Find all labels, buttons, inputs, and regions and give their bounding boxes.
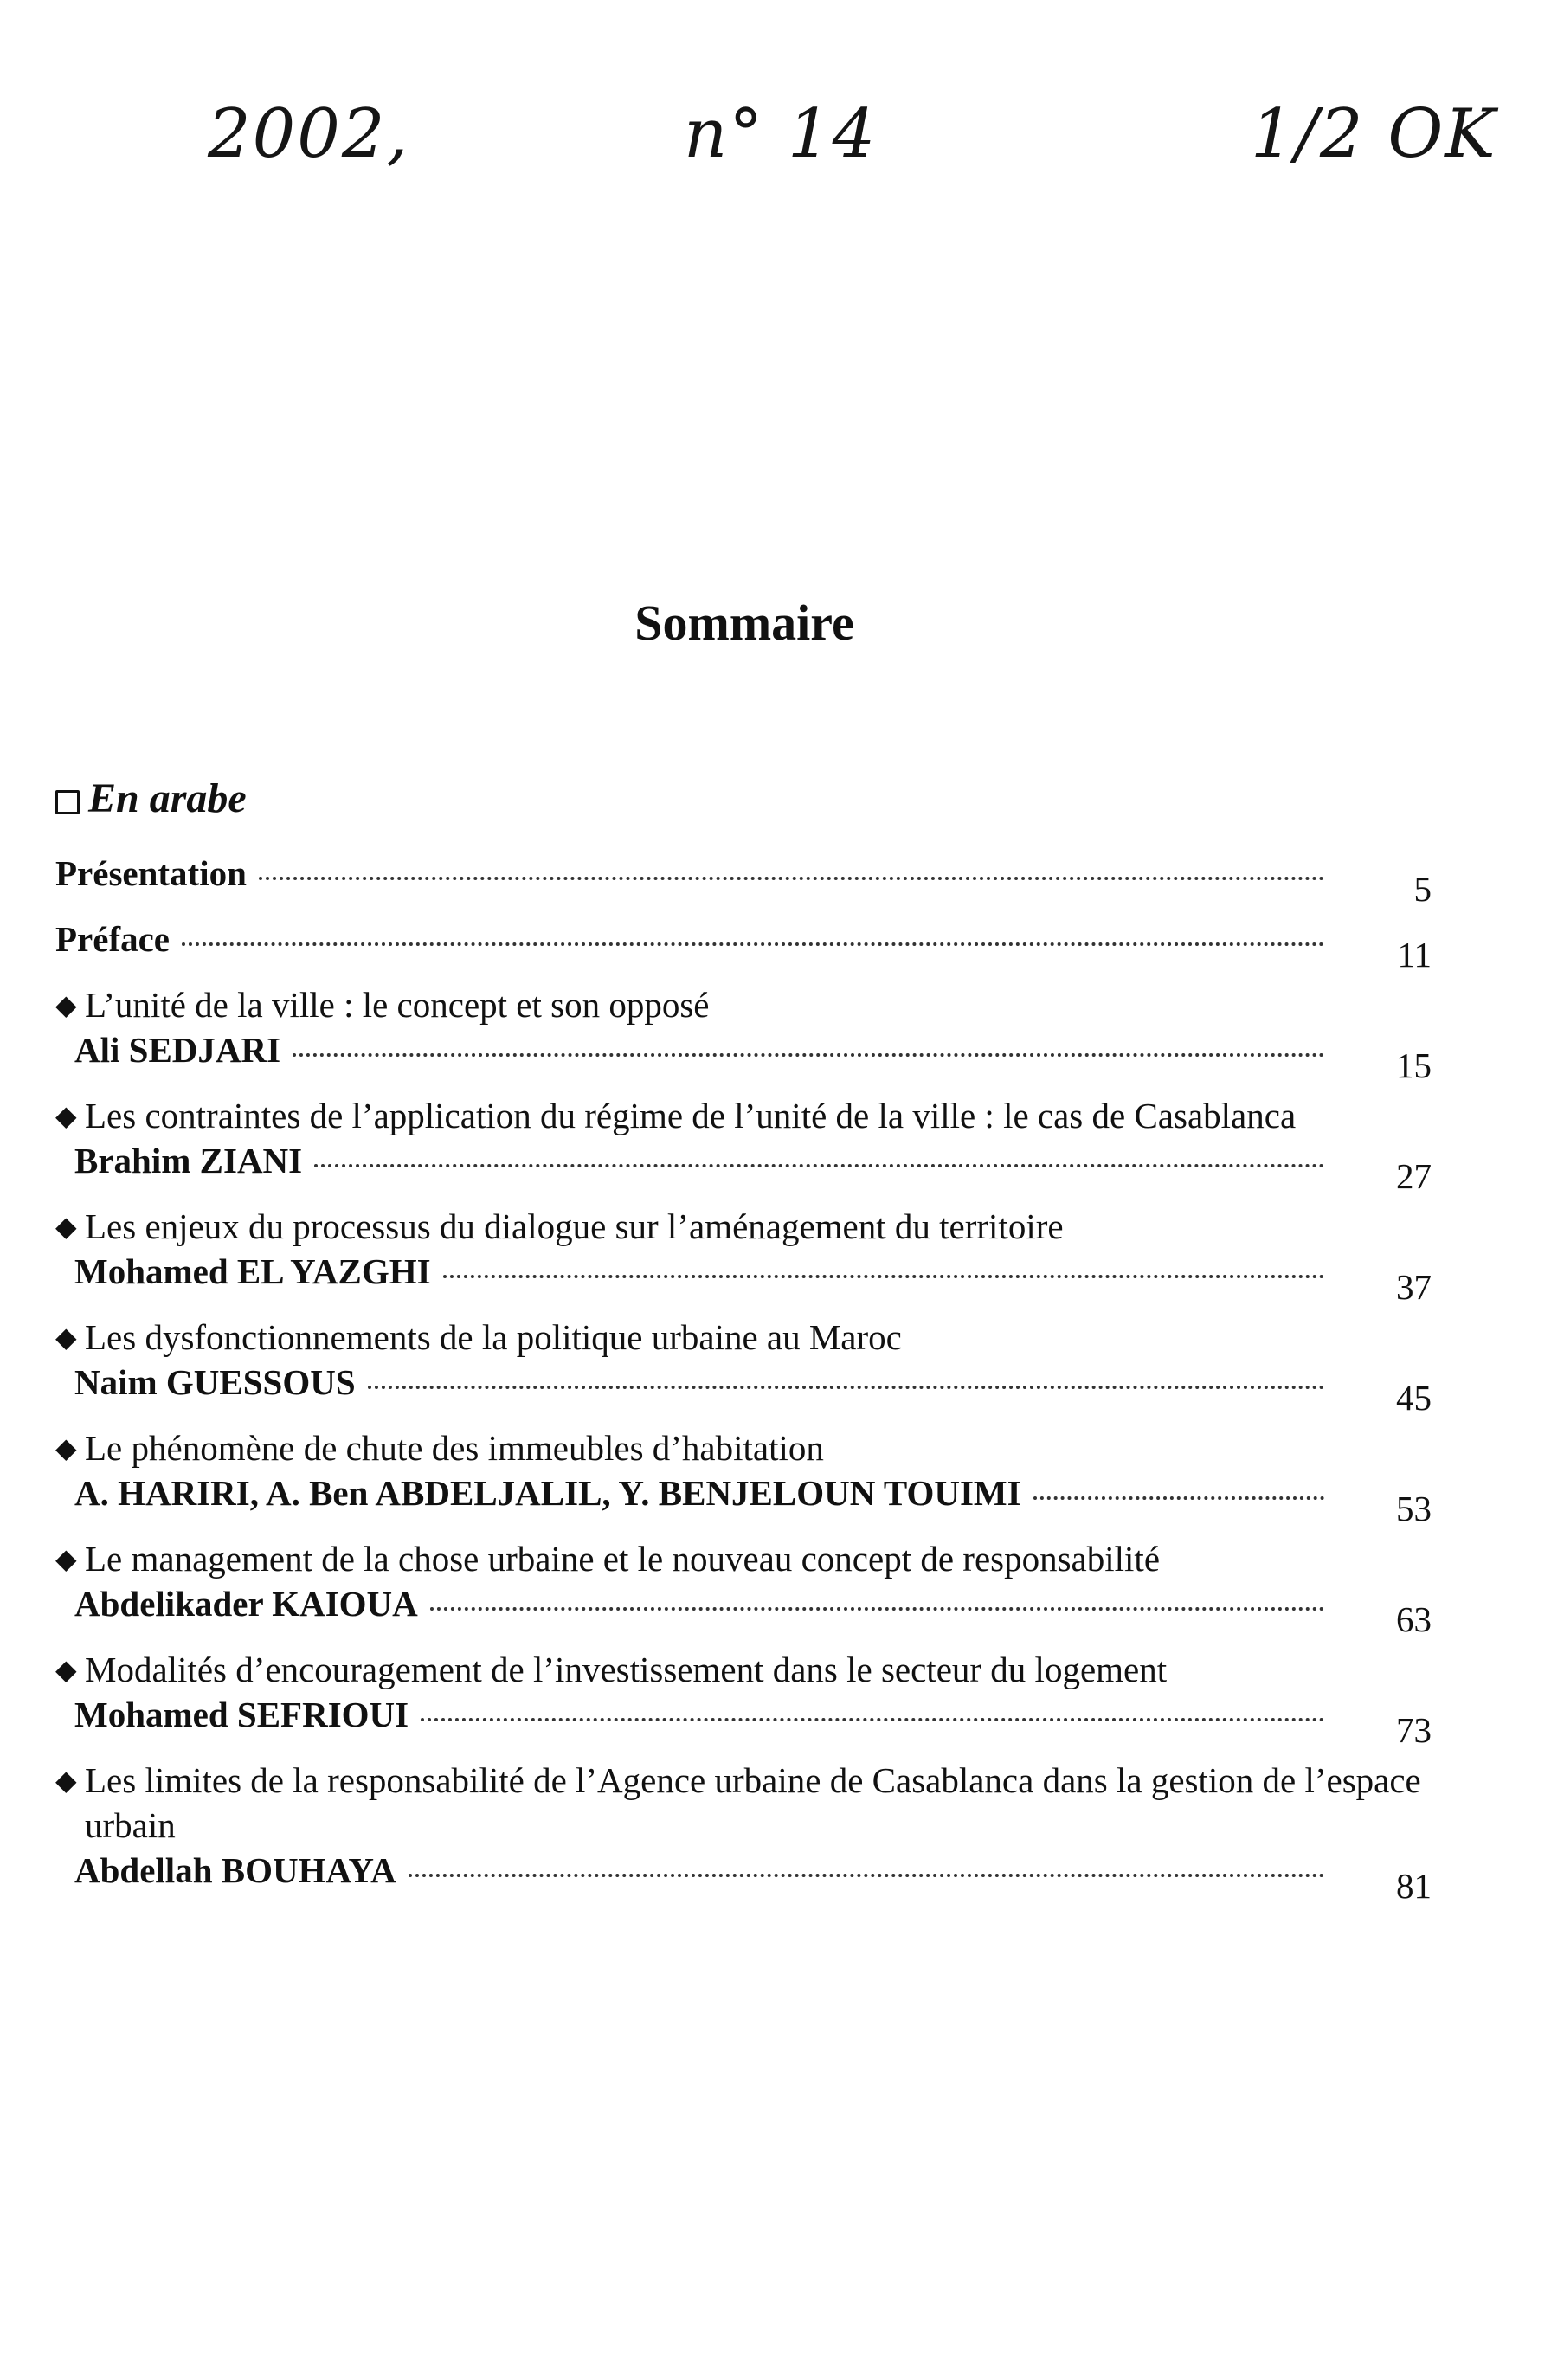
article-title: Les limites de la responsabilité de l’Agence urbaine de Casablanca dans la gestion de l’espace urbain bbox=[85, 1760, 1421, 1845]
page-title: Sommaire bbox=[634, 595, 854, 651]
toc-entry-article[interactable] bbox=[55, 1093, 1432, 1196]
dot-leader bbox=[368, 1386, 1324, 1389]
article-title: L’unité de la ville : le concept et son opposé bbox=[85, 985, 710, 1025]
dot-leader bbox=[1033, 1496, 1324, 1500]
article-title: Le phénomène de chute des immeubles d’habitation bbox=[85, 1428, 824, 1468]
dot-leader bbox=[443, 1275, 1324, 1278]
page-number: 5 bbox=[1413, 869, 1432, 909]
dot-leader bbox=[430, 1607, 1324, 1611]
toc-entry-presentation[interactable] bbox=[55, 851, 1432, 909]
article-title: Les enjeux du processus du dialogue sur l’aménagement du territoire bbox=[85, 1206, 1064, 1246]
diamond-bullet-icon: ◆ bbox=[55, 1211, 77, 1242]
section-heading bbox=[55, 775, 247, 822]
article-author: Brahim ZIANI bbox=[74, 1141, 303, 1180]
article-author: Abdellah BOUHAYA bbox=[74, 1850, 396, 1890]
diamond-bullet-icon: ◆ bbox=[55, 1543, 77, 1574]
diamond-bullet-icon: ◆ bbox=[55, 1765, 77, 1796]
page-number: 53 bbox=[1396, 1489, 1432, 1528]
article-author: Mohamed EL YAZGHI bbox=[74, 1251, 431, 1291]
page-number: 15 bbox=[1396, 1045, 1432, 1085]
table-of-contents bbox=[55, 851, 1432, 1914]
toc-entry-article[interactable] bbox=[55, 1536, 1432, 1639]
handwritten-issue-number: n° 14 bbox=[684, 95, 878, 173]
diamond-bullet-icon: ◆ bbox=[55, 1432, 77, 1463]
article-author: Naim GUESSOUS bbox=[74, 1362, 356, 1402]
article-author: Ali SEDJARI bbox=[74, 1030, 281, 1070]
article-title: Les dysfonctionnements de la politique urbaine au Maroc bbox=[85, 1317, 902, 1357]
page-number: 45 bbox=[1396, 1378, 1432, 1418]
diamond-bullet-icon: ◆ bbox=[55, 1654, 77, 1685]
article-list bbox=[55, 982, 1432, 1906]
article-title: Les contraintes de l’application du régime de l’unité de la ville : le cas de Casablanca bbox=[85, 1096, 1297, 1135]
toc-entry-article[interactable] bbox=[55, 982, 1432, 1085]
page-number: 11 bbox=[1397, 935, 1432, 975]
dot-leader bbox=[293, 1053, 1324, 1057]
article-author: Mohamed SEFRIOUI bbox=[74, 1695, 409, 1734]
page-number: 27 bbox=[1396, 1156, 1432, 1196]
article-author: A. HARIRI, A. Ben ABDELJALIL, Y. BENJELOUN TOUIMI bbox=[74, 1473, 1021, 1513]
diamond-bullet-icon: ◆ bbox=[55, 1100, 77, 1131]
toc-label: Préface bbox=[55, 919, 170, 959]
toc-entry-article[interactable] bbox=[55, 1204, 1432, 1307]
dot-leader bbox=[182, 942, 1324, 946]
page-number: 37 bbox=[1396, 1267, 1432, 1307]
article-title: Modalités d’encouragement de l’investissement dans le secteur du logement bbox=[85, 1650, 1168, 1689]
article-author: Abdelikader KAIOUA bbox=[74, 1584, 418, 1624]
dot-leader bbox=[409, 1874, 1324, 1877]
diamond-bullet-icon: ◆ bbox=[55, 989, 77, 1020]
section-label: En arabe bbox=[88, 775, 247, 821]
toc-entry-article[interactable] bbox=[55, 1647, 1432, 1750]
article-title: Le management de la chose urbaine et le nouveau concept de responsabilité bbox=[85, 1539, 1161, 1579]
page-number: 73 bbox=[1396, 1710, 1432, 1750]
page-number: 63 bbox=[1396, 1599, 1432, 1639]
dot-leader bbox=[314, 1164, 1324, 1167]
toc-entry-article[interactable] bbox=[55, 1425, 1432, 1528]
page-number: 81 bbox=[1396, 1866, 1432, 1906]
dot-leader bbox=[259, 877, 1324, 880]
handwritten-year: 2002, bbox=[208, 95, 410, 173]
toc-entry-article[interactable] bbox=[55, 1315, 1432, 1418]
dot-leader bbox=[421, 1718, 1324, 1721]
square-bullet-icon bbox=[55, 790, 80, 814]
toc-entry-preface[interactable] bbox=[55, 917, 1432, 975]
toc-label: Présentation bbox=[55, 853, 247, 893]
diamond-bullet-icon: ◆ bbox=[55, 1322, 77, 1353]
handwritten-check-note: 1/2 OK bbox=[1251, 95, 1497, 173]
toc-entry-article[interactable] bbox=[55, 1758, 1432, 1906]
